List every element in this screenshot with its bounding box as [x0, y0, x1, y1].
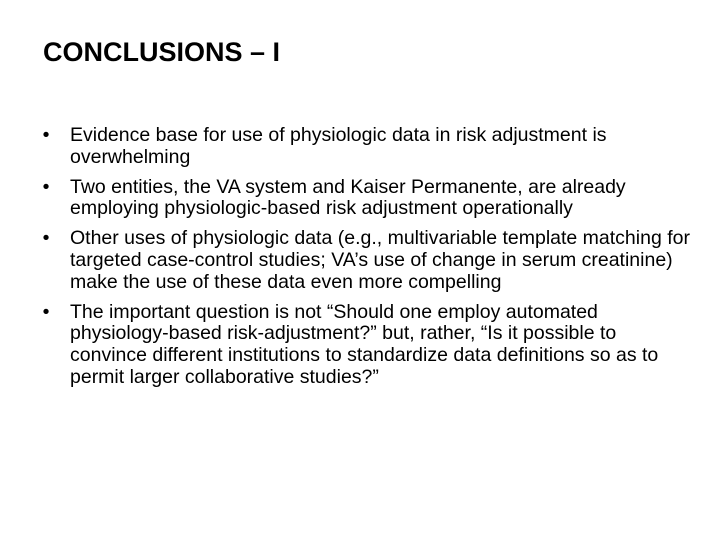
bullet-icon: • — [42, 124, 50, 146]
bullet-text: Other uses of physiologic data (e.g., multivariable template matching for targeted case-control studies; VA’s use of change in serum creatinine) make the use of these data even more compelling — [70, 227, 690, 293]
slide-title: CONCLUSIONS – I — [43, 37, 281, 67]
bullet-item — [36, 302, 696, 389]
bullet-item — [36, 228, 696, 293]
bullet-item — [36, 125, 696, 169]
bullet-icon: • — [42, 175, 50, 198]
bullet-text: Evidence base for use of physiologic data in risk adjustment is overwhelming — [70, 124, 607, 168]
bullet-icon: • — [42, 300, 50, 323]
bullet-text: Two entities, the VA system and Kaiser Permanente, are already employing physiologic-based risk adjustment operationally — [70, 175, 626, 220]
bullet-list — [36, 125, 696, 397]
bullet-text: The important question is not “Should one employ automated physiology-based risk-adjustment?” but, rather, “Is it possible to convince different institutions to standardize data definitions so as to permit larger collaborative studies?” — [70, 300, 659, 388]
bullet-item — [36, 177, 696, 221]
bullet-icon: • — [42, 227, 50, 250]
